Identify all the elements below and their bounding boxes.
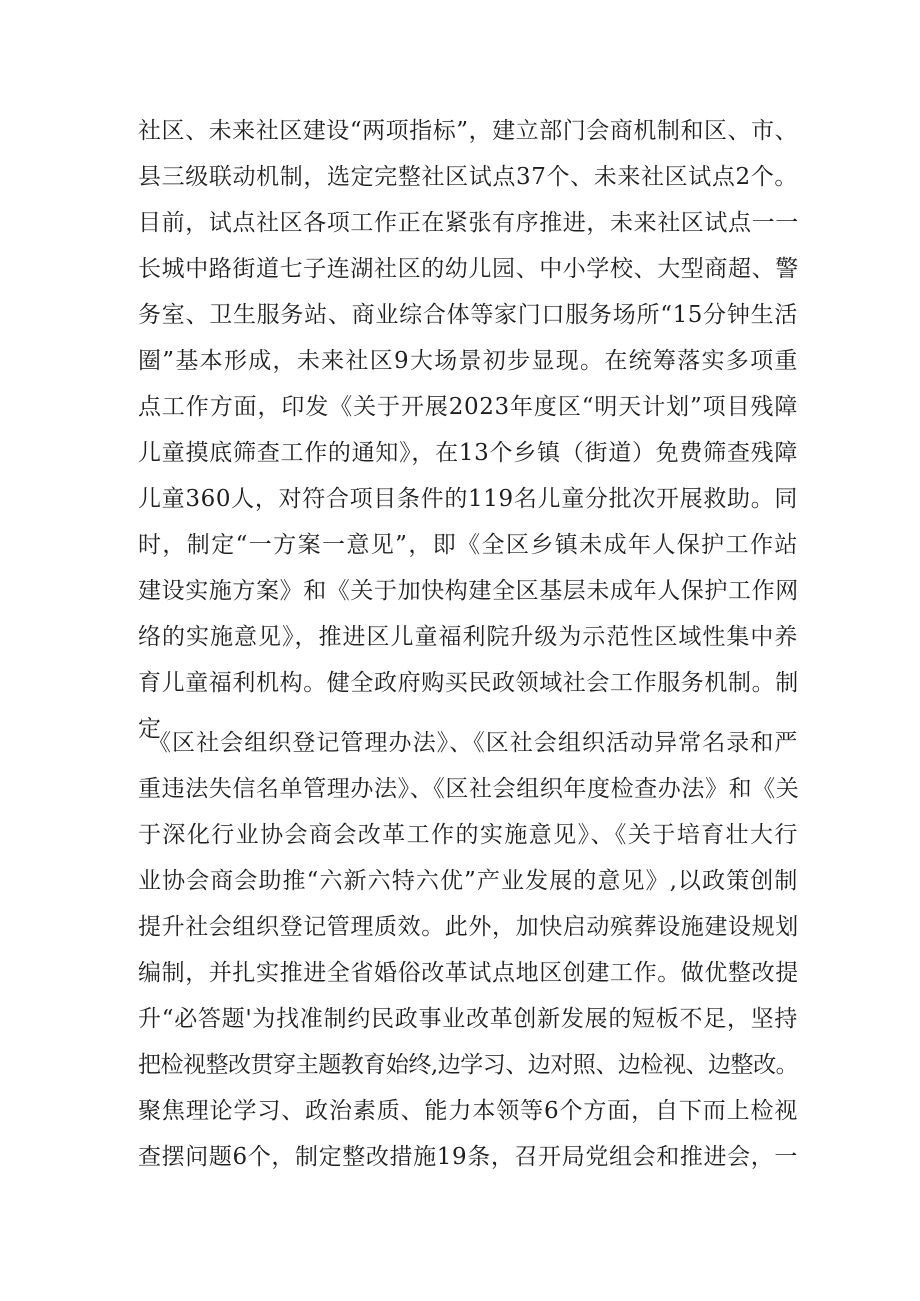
text-line: 时，制定“一方案一意见”，即《全区乡镇未成年人保护工作站 [138,532,798,558]
text-line: 育儿童福利机构。健全政府购买民政领域社会工作服务机制。制 [138,670,799,696]
text-line: 建设实施方案》和《关于加快构建全区基层未成年人保护工作网 [138,578,799,604]
paragraph-2 [138,720,798,1180]
text-line: 儿童摸底筛查工作的通知》，在13个乡镇（街道）免费筛查残障 [138,440,798,466]
text-line: 重违法失信名单管理办法》、《区社会组织年度检查办法》和《关 [138,776,800,802]
text-line: 务室、卫生服务站、商业综合体等家门口服务场所“15分钟生活 [138,302,798,328]
text-line: 定 [138,716,162,742]
text-line: 圈”基本形成，未来社区9大场景初步显现。在统筹落实多项重 [138,348,798,374]
text-line: 儿童360人，对符合项目条件的119名儿童分批次开展救助。同 [138,486,798,512]
text-line: 长城中路街道七子连湖社区的幼儿园、中小学校、大型商超、警 [138,256,799,282]
text-line: 络的实施意见》，推进区儿童福利院升级为示范性区域性集中养 [138,624,798,650]
text-line: 于深化行业协会商会改革工作的实施意见》、《关于培育壮大行 [138,822,798,848]
paragraph-1 [138,108,798,752]
text-line: 提升社会组织登记管理质效。此外，加快启动殡葬设施建设规划 [138,914,799,940]
text-line: 查摆问题6个，制定整改措施19条，召开局党组会和推进会，一 [138,1144,798,1170]
text-line: 把检视整改贯穿主题教育始终,边学习、边对照、边检视、边整改。 [138,1052,798,1078]
text-line: 目前，试点社区各项工作正在紧张有序推进，未来社区试点一一 [138,210,799,236]
text-line: 县三级联动机制，选定完整社区试点37个、未来社区试点2个。 [138,164,798,190]
text-line: 业协会商会助推“六新六特六优”产业发展的意见》,以政策创制 [138,868,798,894]
text-line: 点工作方面，印发《关于开展2023年度区“明天计划”项目残障 [138,394,798,420]
text-line: 聚焦理论学习、政治素质、能力本领等6个方面，自下而上检视 [138,1098,798,1124]
text-line: 升“必答题'为找准制约民政事业改革创新发展的短板不足，坚持 [138,1006,798,1032]
text-line: 社区、未来社区建设“两项指标”，建立部门会商机制和区、市、 [138,118,798,144]
text-line: 编制，并扎实推进全省婚俗改革试点地区创建工作。做优整改提 [138,960,799,986]
text-line: 《区社会组织登记管理办法》、《区社会组织活动异常名录和严 [148,730,798,756]
